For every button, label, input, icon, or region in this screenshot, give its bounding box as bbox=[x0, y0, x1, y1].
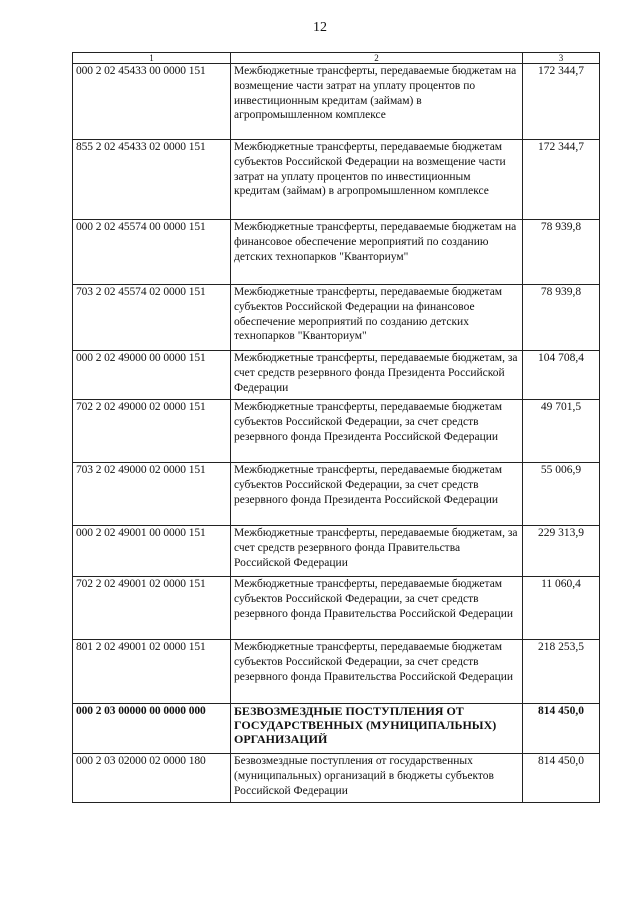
cell-code: 000 2 02 49001 00 0000 151 bbox=[73, 526, 231, 577]
budget-table bbox=[72, 52, 600, 803]
cell-amount: 814 450,0 bbox=[523, 754, 600, 803]
cell-amount: 11 060,4 bbox=[523, 577, 600, 640]
cell-code: 000 2 02 45574 00 0000 151 bbox=[73, 220, 231, 285]
cell-code: 000 2 02 45433 00 0000 151 bbox=[73, 64, 231, 140]
cell-amount: 78 939,8 bbox=[523, 220, 600, 285]
column-header-2: 2 bbox=[231, 53, 523, 64]
cell-desc: Межбюджетные трансферты, передаваемые бюджетам на возмещение части затрат на уплату процентов по инвестиционным кредитам (займам) в агропромышленном комплексе bbox=[231, 64, 523, 140]
cell-desc: Межбюджетные трансферты, передаваемые бюджетам субъектов Российской Федерации, за счет средств резервного фонда Президента Российской Федерации bbox=[231, 400, 523, 463]
cell-amount: 172 344,7 bbox=[523, 140, 600, 220]
table-row bbox=[73, 577, 600, 640]
cell-desc: Межбюджетные трансферты, передаваемые бюджетам субъектов Российской Федерации на возмещение части затрат на уплату процентов по инвестиционным кредитам (займам) в агропромышленном комплексе bbox=[231, 140, 523, 220]
cell-desc: Межбюджетные трансферты, передаваемые бюджетам на финансовое обеспечение мероприятий по созданию детских технопарков "Кванториум" bbox=[231, 220, 523, 285]
column-header-1: 1 bbox=[73, 53, 231, 64]
cell-desc: БЕЗВОЗМЕЗДНЫЕ ПОСТУПЛЕНИЯ ОТ ГОСУДАРСТВЕННЫХ (МУНИЦИПАЛЬНЫХ) ОРГАНИЗАЦИЙ bbox=[231, 704, 523, 754]
table-row bbox=[73, 64, 600, 140]
cell-code: 702 2 02 49001 02 0000 151 bbox=[73, 577, 231, 640]
cell-code: 000 2 02 49000 00 0000 151 bbox=[73, 351, 231, 400]
table-row bbox=[73, 754, 600, 803]
cell-amount: 49 701,5 bbox=[523, 400, 600, 463]
cell-amount: 78 939,8 bbox=[523, 285, 600, 351]
cell-code: 703 2 02 45574 02 0000 151 bbox=[73, 285, 231, 351]
table-row bbox=[73, 351, 600, 400]
table-row bbox=[73, 704, 600, 754]
table-row bbox=[73, 640, 600, 704]
table-row bbox=[73, 463, 600, 526]
page-number: 12 bbox=[313, 20, 327, 35]
cell-amount: 172 344,7 bbox=[523, 64, 600, 140]
cell-code: 000 2 03 02000 02 0000 180 bbox=[73, 754, 231, 803]
column-header-3: 3 bbox=[523, 53, 600, 64]
table-row bbox=[73, 140, 600, 220]
cell-desc: Межбюджетные трансферты, передаваемые бюджетам субъектов Российской Федерации на финансовое обеспечение мероприятий по созданию детских технопарков "Кванториум" bbox=[231, 285, 523, 351]
cell-desc: Межбюджетные трансферты, передаваемые бюджетам, за счет средств резервного фонда Правительства Российской Федерации bbox=[231, 526, 523, 577]
table-row bbox=[73, 220, 600, 285]
cell-desc: Межбюджетные трансферты, передаваемые бюджетам, за счет средств резервного фонда Президента Российской Федерации bbox=[231, 351, 523, 400]
cell-desc: Межбюджетные трансферты, передаваемые бюджетам субъектов Российской Федерации, за счет средств резервного фонда Правительства Российской Федерации bbox=[231, 640, 523, 704]
cell-code: 801 2 02 49001 02 0000 151 bbox=[73, 640, 231, 704]
cell-code: 702 2 02 49000 02 0000 151 bbox=[73, 400, 231, 463]
table-row bbox=[73, 526, 600, 577]
cell-code: 855 2 02 45433 02 0000 151 bbox=[73, 140, 231, 220]
cell-amount: 104 708,4 bbox=[523, 351, 600, 400]
cell-amount: 218 253,5 bbox=[523, 640, 600, 704]
cell-amount: 229 313,9 bbox=[523, 526, 600, 577]
cell-desc: Безвозмездные поступления от государственных (муниципальных) организаций в бюджеты субъектов Российской Федерации bbox=[231, 754, 523, 803]
cell-desc: Межбюджетные трансферты, передаваемые бюджетам субъектов Российской Федерации, за счет средств резервного фонда Правительства Российской Федерации bbox=[231, 577, 523, 640]
cell-amount: 814 450,0 bbox=[523, 704, 600, 754]
cell-code: 703 2 02 49000 02 0000 151 bbox=[73, 463, 231, 526]
table-row bbox=[73, 400, 600, 463]
table-row bbox=[73, 285, 600, 351]
cell-code: 000 2 03 00000 00 0000 000 bbox=[73, 704, 231, 754]
table-header-row bbox=[73, 53, 600, 64]
cell-amount: 55 006,9 bbox=[523, 463, 600, 526]
cell-desc: Межбюджетные трансферты, передаваемые бюджетам субъектов Российской Федерации, за счет средств резервного фонда Президента Российской Федерации bbox=[231, 463, 523, 526]
